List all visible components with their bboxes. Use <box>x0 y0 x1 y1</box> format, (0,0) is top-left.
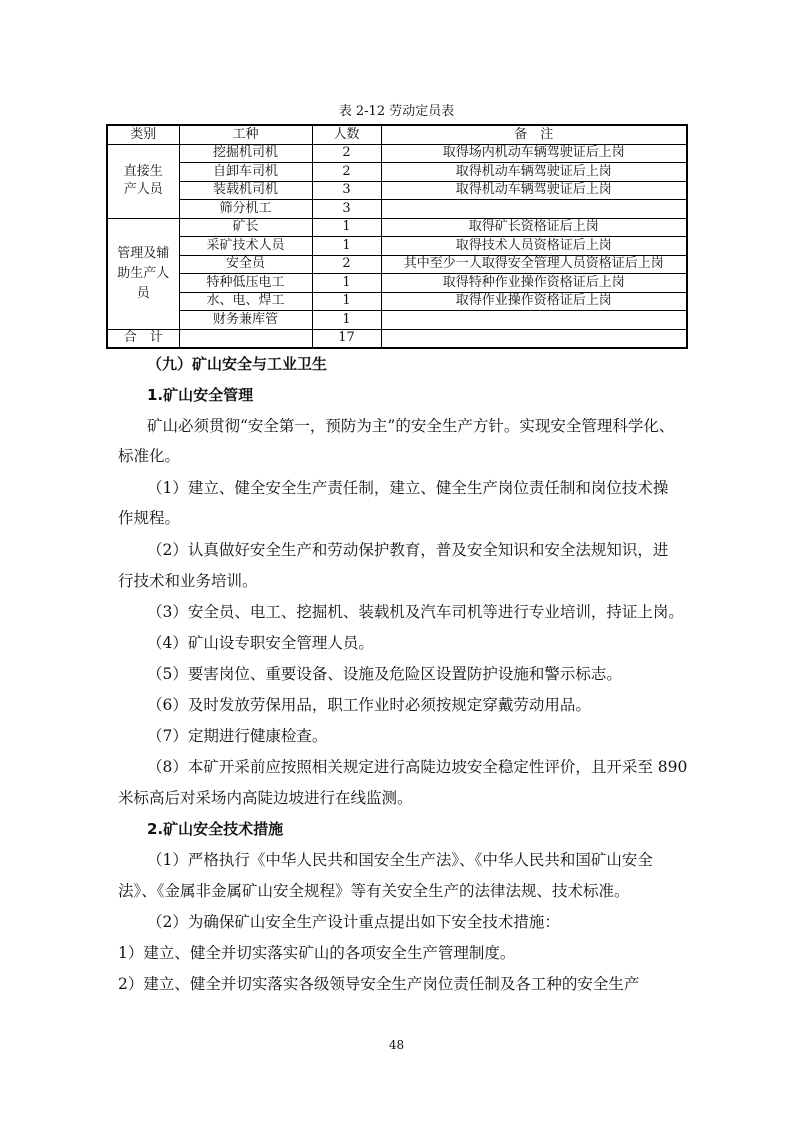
cell-count: 2 <box>312 144 381 163</box>
cell-job: 装载机司机 <box>179 181 312 200</box>
cell-count: 1 <box>312 292 381 311</box>
paragraph-line: （6）及时发放劳保用品，职工作业时必须按规定穿戴劳动用品。 <box>147 696 591 714</box>
paragraph-line: （7）定期进行健康检查。 <box>147 727 328 745</box>
table-caption: 表 2-12 劳动定员表 <box>338 104 455 119</box>
paragraph-line: 2）建立、健全并切实落实各级领导安全生产岗位责任制及各工种的安全生产 <box>118 975 640 993</box>
header-category: 类别 <box>107 125 179 144</box>
paragraph-line: （1）建立、健全安全生产责任制，建立、健全生产岗位责任制和岗位技术操 <box>147 479 669 497</box>
paragraph-line: （8）本矿开采前应按照相关规定进行高陡边坡安全稳定性评价，且开采至 890 <box>147 758 688 776</box>
cell-job: 特种低压电工 <box>179 274 312 293</box>
cell-count: 3 <box>312 200 381 219</box>
total-label: 合 计 <box>107 329 179 348</box>
cell-note: 取得特种作业操作资格证后上岗 <box>381 274 687 293</box>
paragraph-line: （3）安全员、电工、挖掘机、装载机及汽车司机等进行专业培训，持证上岗。 <box>147 603 684 621</box>
table-row <box>107 163 687 182</box>
paragraph-line: （2）认真做好安全生产和劳动保护教育，普及安全知识和安全法规知识，进 <box>147 541 669 559</box>
table-row <box>107 200 687 219</box>
cell-job: 矿长 <box>179 218 312 237</box>
subsection-heading: 2.矿山安全技术措施 <box>147 820 284 838</box>
cell-note: 其中至少一人取得安全管理人员资格证后上岗 <box>381 255 687 274</box>
cell-job: 安全员 <box>179 255 312 274</box>
labor-staffing-table <box>106 124 688 349</box>
table-total-row <box>107 329 687 348</box>
paragraph-line: 作规程。 <box>118 509 181 527</box>
cell-note: 取得场内机动车辆驾驶证后上岗 <box>381 144 687 163</box>
cell-note: 取得矿长资格证后上岗 <box>381 218 687 237</box>
cell-note: 取得技术人员资格证后上岗 <box>381 237 687 256</box>
cell-count: 1 <box>312 237 381 256</box>
paragraph-line: （4）矿山设专职安全管理人员。 <box>147 634 374 652</box>
table-row <box>107 181 687 200</box>
cell-note: 取得机动车辆驾驶证后上岗 <box>381 181 687 200</box>
cell-count: 2 <box>312 255 381 274</box>
paragraph-line: 行技术和业务培训。 <box>118 572 258 590</box>
table-row <box>107 218 687 237</box>
total-empty <box>179 329 312 348</box>
cell-note <box>381 311 687 330</box>
table-row <box>107 144 687 163</box>
table-row <box>107 255 687 274</box>
table-header-row <box>107 125 687 144</box>
paragraph-line: 矿山必须贯彻“安全第一，预防为主”的安全生产方针。实现安全管理科学化、 <box>147 417 675 435</box>
paragraph-line: 法》、《金属非金属矿山安全规程》等有关安全生产的法律法规、技术标准。 <box>118 882 630 900</box>
paragraph-line: （1）严格执行《中华人民共和国安全生产法》、《中华人民共和国矿山安全 <box>147 851 653 869</box>
table-row <box>107 237 687 256</box>
group-direct-production: 直接生产人员 <box>107 144 179 218</box>
page-number: 48 <box>388 1038 405 1052</box>
total-count: 17 <box>312 329 381 348</box>
paragraph-line: （5）要害岗位、重要设备、设施及危险区设置防护设施和警示标志。 <box>147 665 622 683</box>
cell-job: 挖掘机司机 <box>179 144 312 163</box>
cell-count: 1 <box>312 218 381 237</box>
total-note-empty <box>381 329 687 348</box>
paragraph-line: 1）建立、健全并切实落实矿山的各项安全生产管理制度。 <box>118 944 516 962</box>
header-job: 工种 <box>179 125 312 144</box>
paragraph-line: 米标高后对采场内高陡边坡进行在线监测。 <box>118 789 413 807</box>
header-count: 人数 <box>312 125 381 144</box>
table-row <box>107 274 687 293</box>
table-row <box>107 292 687 311</box>
paragraph-line: 标准化。 <box>118 447 181 465</box>
paragraph-line: （2）为确保矿山安全生产设计重点提出如下安全技术措施： <box>147 913 560 931</box>
table-row <box>107 311 687 330</box>
cell-job: 采矿技术人员 <box>179 237 312 256</box>
group-management-support: 管理及辅助生产人员 <box>107 218 179 329</box>
cell-job: 财务兼库管 <box>179 311 312 330</box>
cell-count: 2 <box>312 163 381 182</box>
cell-note: 取得作业操作资格证后上岗 <box>381 292 687 311</box>
cell-note <box>381 200 687 219</box>
cell-count: 1 <box>312 274 381 293</box>
subsection-heading: 1.矿山安全管理 <box>147 386 254 404</box>
cell-note: 取得机动车辆驾驶证后上岗 <box>381 163 687 182</box>
cell-job: 自卸车司机 <box>179 163 312 182</box>
section-heading: （九）矿山安全与工业卫生 <box>147 355 328 373</box>
cell-job: 筛分机工 <box>179 200 312 219</box>
cell-count: 1 <box>312 311 381 330</box>
header-note: 备 注 <box>381 125 687 144</box>
cell-count: 3 <box>312 181 381 200</box>
cell-job: 水、电、焊工 <box>179 292 312 311</box>
